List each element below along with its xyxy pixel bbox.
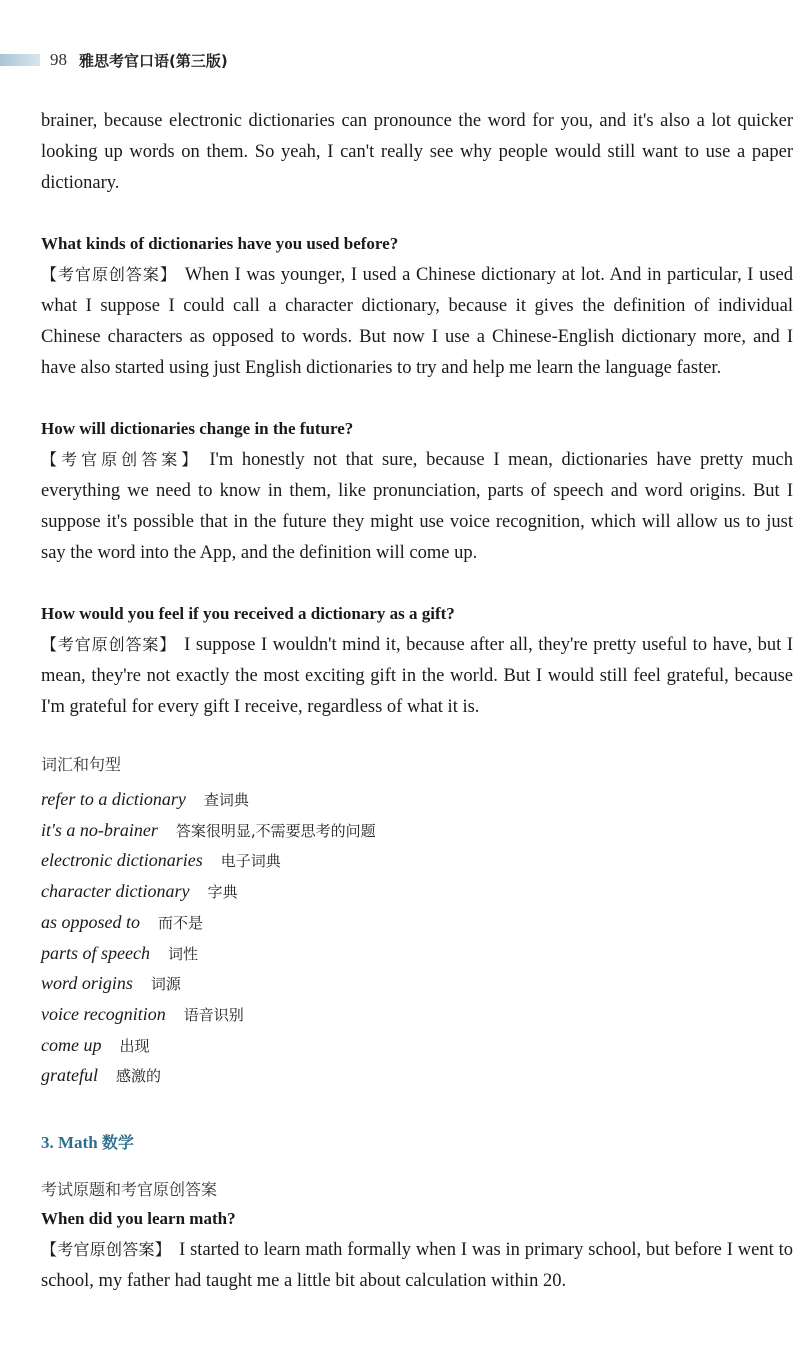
answer-3 (41, 629, 793, 723)
answer-2 (41, 444, 793, 569)
page-number: 98 (50, 50, 67, 69)
vocab-item (41, 1061, 793, 1092)
vocab-term: refer to a dictionary (41, 789, 186, 809)
vocab-term: as opposed to (41, 911, 140, 932)
answer-4 (41, 1234, 793, 1297)
answer-2-text: I'm honestly not that sure, because I mean, dictionaries have pretty much everything we need to know in them, like pronunciation, parts of speech and word origins. But I suppose it's possible that in the future they might use voice recognition, which will allow us to just say the word into the App, and the definition will come up. (41, 450, 793, 563)
vocab-meaning: 查词典 (203, 791, 249, 809)
answer-1 (41, 259, 793, 384)
question-1: What kinds of dictionaries have you used before? (41, 234, 399, 253)
vocab-item (41, 785, 793, 816)
vocab-item (41, 846, 793, 877)
section-heading (41, 1128, 793, 1158)
vocab-block (41, 751, 793, 1092)
section-heading-zh: 数学 (101, 1133, 134, 1153)
vocab-meaning: 感激的 (116, 1067, 162, 1086)
question-2: How will dictionaries change in the future? (41, 419, 354, 438)
book-title: 雅思考官口语(第三版) (79, 51, 228, 70)
vocab-meaning: 字典 (207, 883, 238, 902)
vocab-meaning: 语音识别 (183, 1005, 244, 1024)
vocab-item (41, 1031, 793, 1062)
vocab-item (41, 1000, 793, 1031)
qa-block-3 (41, 599, 793, 723)
vocab-term: parts of speech (41, 942, 150, 963)
vocab-term: electronic dictionaries (41, 850, 203, 871)
qa-block-2 (41, 414, 793, 569)
vocab-term: grateful (41, 1065, 98, 1086)
vocab-meaning: 词性 (167, 944, 198, 963)
qa-block-1 (41, 229, 793, 384)
vocab-term: voice recognition (41, 1003, 166, 1024)
answer-tag: 【考官原创答案】 (41, 450, 202, 469)
question-3: How would you feel if you received a dictionary as a gift? (41, 604, 455, 623)
vocab-meaning: 而不是 (158, 913, 204, 932)
intro-paragraph: brainer, because electronic dictionaries can pronounce the word for you, and it's also a lot quicker looking up words on them. So yeah, I can't really see why people would still want to use a paper dictionary. (41, 111, 793, 193)
vocab-item (41, 969, 793, 1000)
vocab-meaning: 出现 (119, 1036, 150, 1055)
vocab-term: come up (41, 1034, 102, 1055)
vocab-meaning: 电子词典 (220, 852, 281, 871)
answer-3-text: I suppose I wouldn't mind it, because after all, they're pretty useful to have, but I mean, they're not exactly the most exciting gift in the world. But I would still feel grateful, because I'm grateful for every gift I receive, regardless of what it is. (41, 635, 793, 717)
vocab-term: word origins (41, 973, 133, 994)
vocab-item (41, 908, 793, 939)
answer-1-text: When I was younger, I used a Chinese dictionary at lot. And in particular, I used what I suppose I could call a character dictionary, because it gives the definition of individual Chinese characters as opposed to words. But now I use a Chinese-English dictionary more, and I have also started using just English dictionaries to try and help me learn the language faster. (41, 265, 793, 378)
vocab-term: character dictionary (41, 881, 190, 902)
answer-4-text: I started to learn math formally when I was in primary school, but before I went to school, my father had taught me a little bit about calculation within 20. (41, 1240, 793, 1292)
vocab-title: 词汇和句型 (41, 755, 122, 774)
vocab-term: it's a no-brainer (41, 819, 158, 840)
page-header (0, 46, 228, 74)
vocab-item (41, 939, 793, 970)
answer-tag: 【考官原创答案】 (41, 1240, 172, 1260)
vocab-item (41, 816, 793, 847)
section-subheading: 考试原题和考官原创答案 (41, 1180, 218, 1200)
section-heading-en: 3. Math (41, 1133, 98, 1153)
vocab-meaning: 词源 (150, 975, 181, 994)
vocab-item (41, 877, 793, 908)
question-4: When did you learn math? (41, 1209, 236, 1229)
header-color-bar (0, 54, 40, 66)
answer-tag: 【考官原创答案】 (41, 635, 177, 654)
page-content (41, 106, 793, 1297)
answer-tag: 【考官原创答案】 (41, 265, 177, 284)
vocab-meaning: 答案很明显,不需要思考的问题 (175, 821, 376, 840)
